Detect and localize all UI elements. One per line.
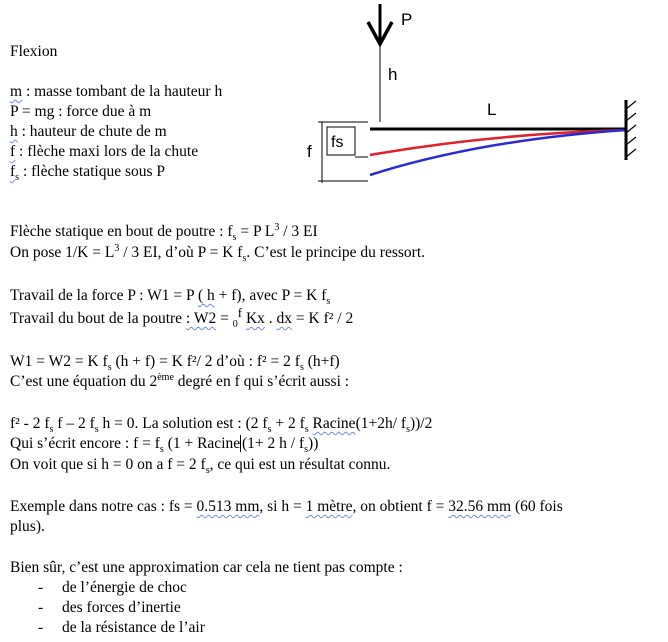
work-force-line: Travail de la force P : W1 = P ( h + f), avec P = K $f_s$ [10, 287, 331, 308]
label-l: L [487, 100, 497, 119]
label-p: P [401, 10, 413, 29]
definition-p: P = mg : force due à m [10, 103, 152, 120]
beam-diagram [300, 0, 640, 195]
approximation-note: Bien sûr, c’est une approximation car cela ne tient pas compte : [10, 559, 403, 576]
list-item: - de l’énergie de choc [38, 579, 187, 596]
symbol-f: f [10, 143, 16, 160]
work-beam-line: Travail du bout de la poutre : W2 = $_0^f$ Kx . dx = K f² / 2 [10, 304, 354, 331]
definition-f: f : flèche maxi lors de la chute [10, 143, 199, 160]
known-result-line: On voit que si h = 0 on a f = 2 $f_s$, ce qui est un résultat connu. [10, 456, 391, 477]
definition-m: m : masse tombant de la hauteur h [10, 83, 223, 100]
list-item: - des forces d’inertie [38, 599, 181, 616]
example-line: Exemple dans notre cas : fs = 0.513 mm, si h = 1 mètre, on obtient f = 32.56 mm (60 fois [10, 498, 563, 515]
definition-fs: $f_s$ : flèche statique sous P [10, 163, 166, 184]
simplified-solution-line: Qui s’écrit encore : $f = f_s$ (1 + Racine (1+ 2 h / $f_s$)) [10, 435, 319, 456]
equality-line: W1 = W2 = K $f_s$ (h + f) = K f²/ 2 d’où : f² = 2 $f_s$ (h+f) [10, 353, 340, 374]
label-fs: fs [331, 134, 344, 151]
symbol-h: h [10, 123, 18, 140]
static-deflection-line: Flèche statique en bout de poutre : $f_s = P$ $L^3 / 3$ EI [10, 221, 318, 244]
spring-principle-line: On pose $1/K = L^3 / 3$ EI, d’où P = K $f_s$. C’est le principe du ressort. [10, 242, 425, 265]
label-h: h [388, 65, 398, 84]
symbol-m: m [10, 83, 23, 100]
symbol-fs: $f_s$ [10, 163, 20, 184]
solution-line: f² - 2 $f_s$ f – 2 $f_s$ h = 0. La solution est : (2 $f_s + 2$ $f_s$ Racine(1+2h/ $f_s))/2$ [10, 415, 433, 436]
example-line-continued: plus). [10, 518, 45, 535]
list-item: - de la résistance de l’air [38, 619, 205, 636]
definition-h: h : hauteur de chute de m [10, 123, 167, 140]
label-f: f [307, 142, 312, 161]
equation-degree-line: C’est une équation du 2ème degré en f qui s’écrit aussi : [10, 371, 350, 390]
page-title: Flexion [10, 43, 58, 60]
